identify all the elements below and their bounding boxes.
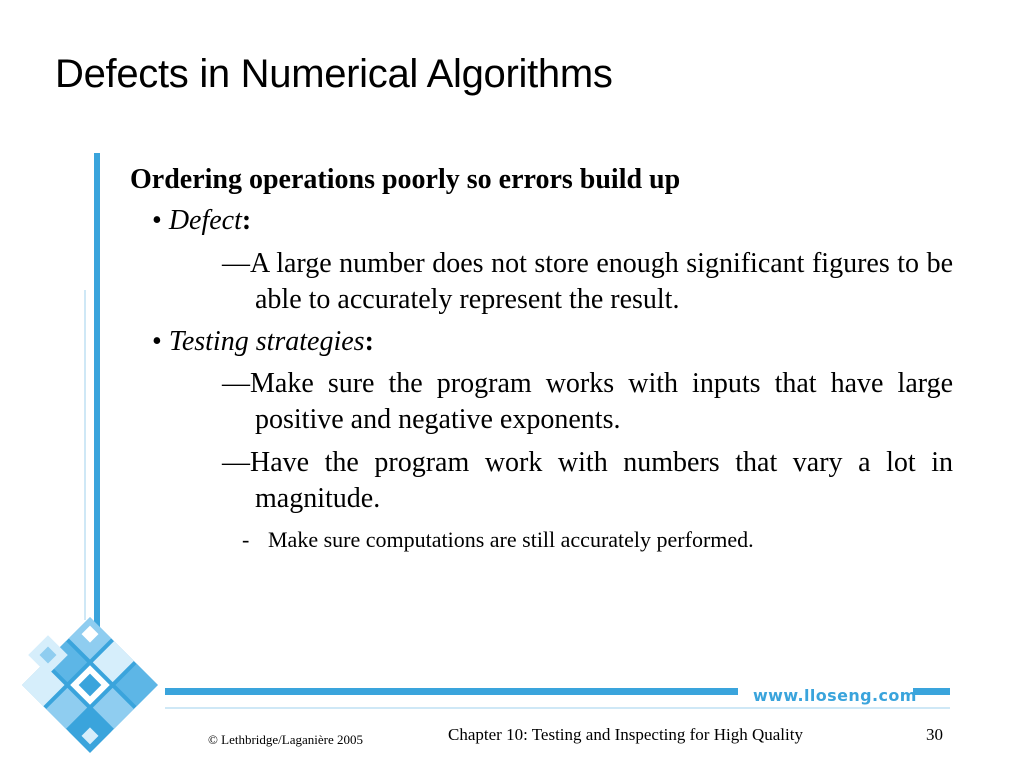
bullet-defect — [152, 203, 955, 239]
sub-item-text: —A large number does not store enough significant figures to be able to accurately represent the result. — [222, 247, 953, 316]
slide-body — [130, 162, 955, 554]
website-url: www.lloseng.com — [753, 686, 917, 705]
bullet-label: Testing strategies — [168, 325, 365, 357]
accent-horizontal-line-end — [913, 688, 950, 695]
accent-horizontal-line — [165, 688, 738, 695]
accent-vertical-line — [94, 153, 100, 653]
sub-item-text: —Have the program work with numbers that vary a lot in magnitude. — [222, 446, 953, 515]
bullet-colon: : — [364, 325, 374, 357]
bullet-label: Defect — [168, 205, 242, 237]
accent-horizontal-thin-line — [165, 707, 950, 709]
section-heading: Ordering operations poorly so errors build up — [130, 164, 681, 195]
sub-item — [222, 366, 953, 439]
footer-chapter: Chapter 10: Testing and Inspecting for High Quality — [448, 725, 803, 744]
bullet-marker: • — [152, 325, 162, 357]
page-number: 30 — [926, 725, 943, 744]
bullet-testing-strategies — [152, 324, 955, 360]
diamond-tile-logo-icon — [10, 605, 170, 765]
sub-item-text: —Make sure the program works with inputs that have large positive and negative exponents. — [222, 367, 953, 436]
bullet-marker: • — [152, 205, 162, 237]
sub-sub-item — [242, 526, 955, 555]
footer-copyright: © Lethbridge/Laganière 2005 — [208, 732, 363, 747]
sub-item — [222, 445, 953, 518]
sub-item — [222, 246, 953, 319]
sub-sub-item-text: Make sure computations are still accurately performed. — [268, 526, 754, 552]
accent-vertical-thin-line — [84, 290, 86, 620]
slide-title: Defects in Numerical Algorithms — [55, 52, 613, 96]
bullet-colon: : — [241, 205, 252, 237]
sub-sub-item-dash: - — [242, 526, 250, 552]
